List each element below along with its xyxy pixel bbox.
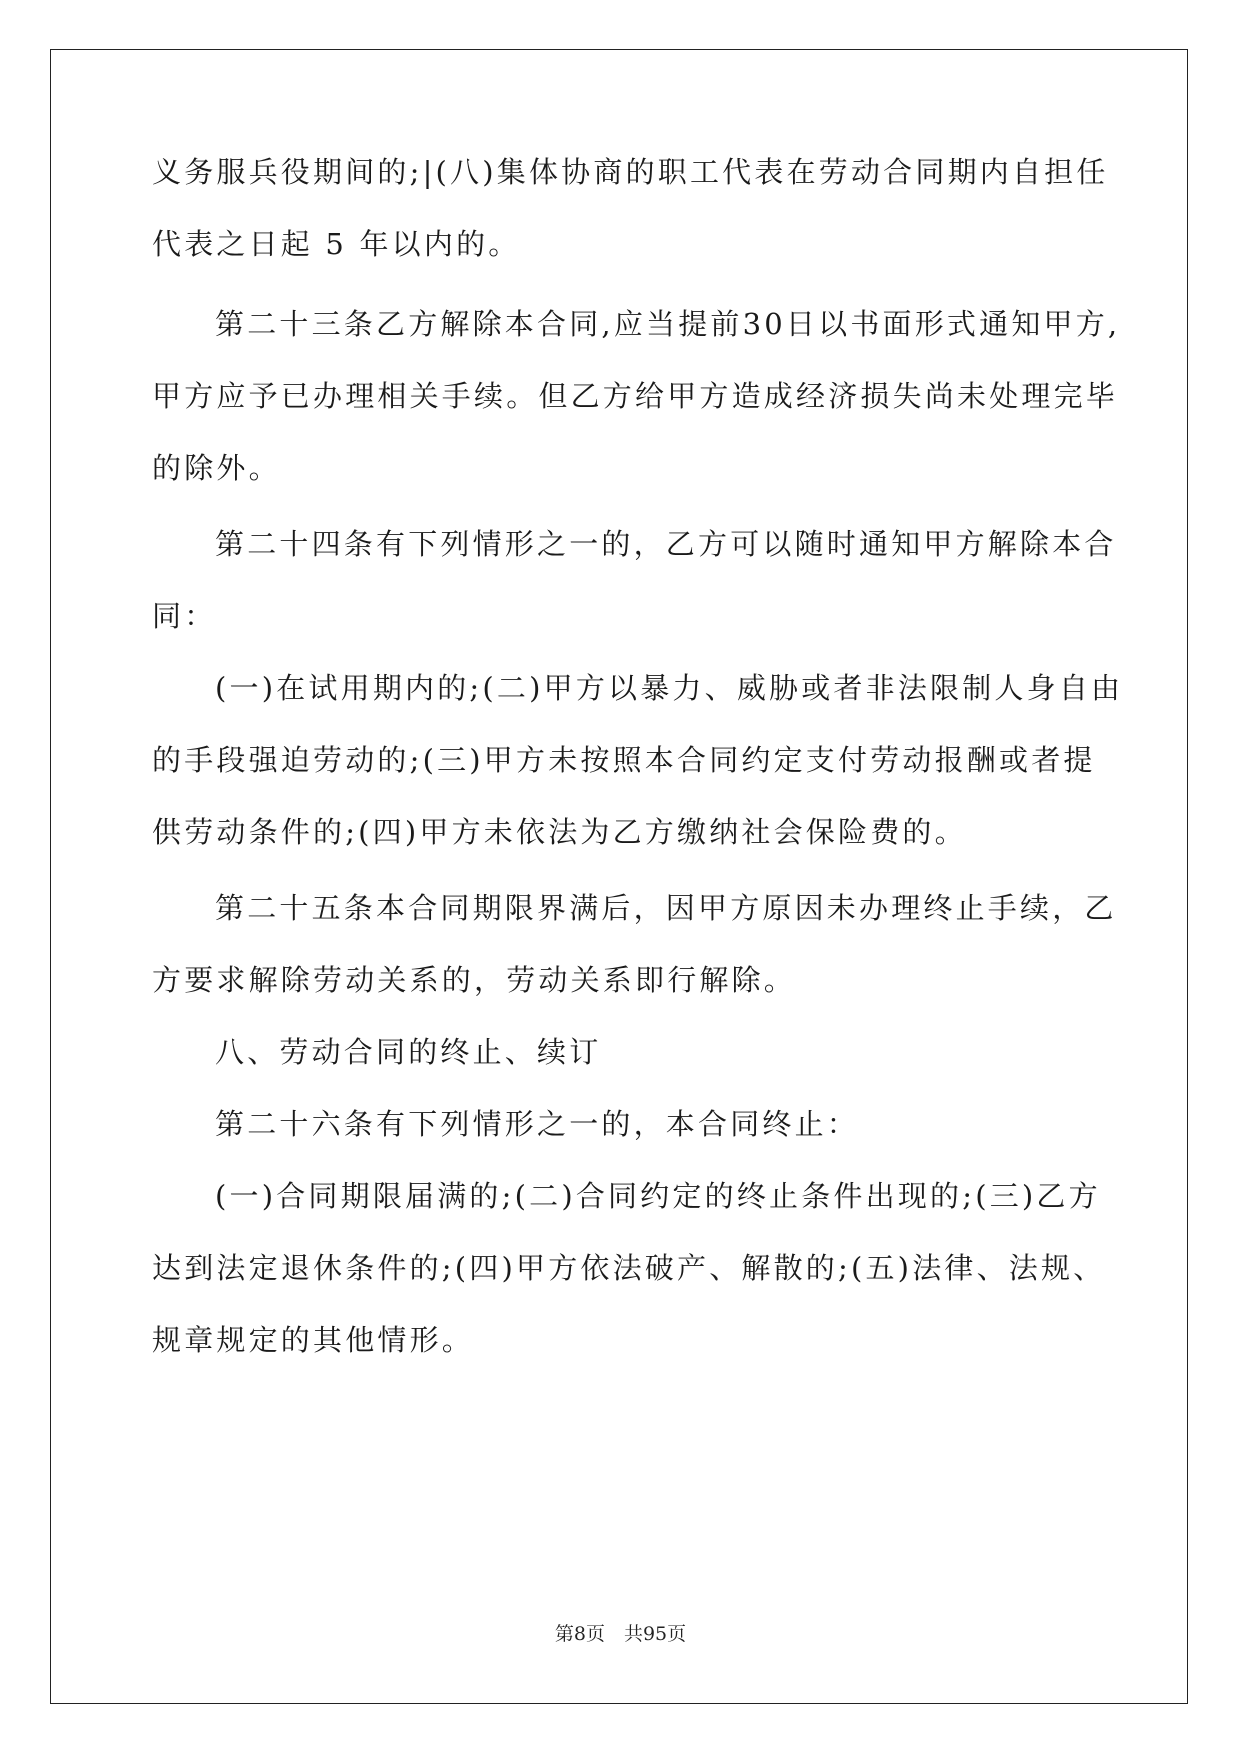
section-heading: 八、劳动合同的终止、续订 <box>215 1035 602 1069</box>
text-line: 义务服兵役期间的;|(八)集体协商的职工代表在劳动合同期内自担任 <box>152 155 1109 189</box>
text-line: 的手段强迫劳动的;(三)甲方未按照本合同约定支付劳动报酬或者提 <box>152 743 1096 777</box>
text-line: (一)合同期限届满的;(二)合同约定的终止条件出现的;(三)乙方 <box>215 1179 1101 1213</box>
page-border <box>50 49 1188 1704</box>
text-line: 代表之日起 5 年以内的。 <box>152 227 521 261</box>
text-line: 同： <box>152 599 217 633</box>
text-line: 第二十六条有下列情形之一的，本合同终止： <box>215 1107 860 1141</box>
text-line: 第二十四条有下列情形之一的，乙方可以随时通知甲方解除本合 <box>215 527 1117 561</box>
text-line: 供劳动条件的;(四)甲方未依法为乙方缴纳社会保险费的。 <box>152 815 967 849</box>
text-line: 第二十五条本合同期限界满后，因甲方原因未办理终止手续，乙 <box>215 891 1117 925</box>
text-line: (一)在试用期内的;(二)甲方以暴力、威胁或者非法限制人身自由 <box>215 671 1124 705</box>
text-line: 第二十三条乙方解除本合同,应当提前30日以书面形式通知甲方, <box>215 307 1121 341</box>
text-line: 达到法定退休条件的;(四)甲方依法破产、解散的;(五)法律、法规、 <box>152 1251 1106 1285</box>
text-line: 方要求解除劳动关系的，劳动关系即行解除。 <box>152 963 797 997</box>
text-line: 的除外。 <box>152 451 281 485</box>
text-line: 甲方应予已办理相关手续。但乙方给甲方造成经济损失尚未处理完毕 <box>152 379 1119 413</box>
text-line: 规章规定的其他情形。 <box>152 1323 475 1357</box>
page-number: 第8页 共95页 <box>554 1623 687 1645</box>
